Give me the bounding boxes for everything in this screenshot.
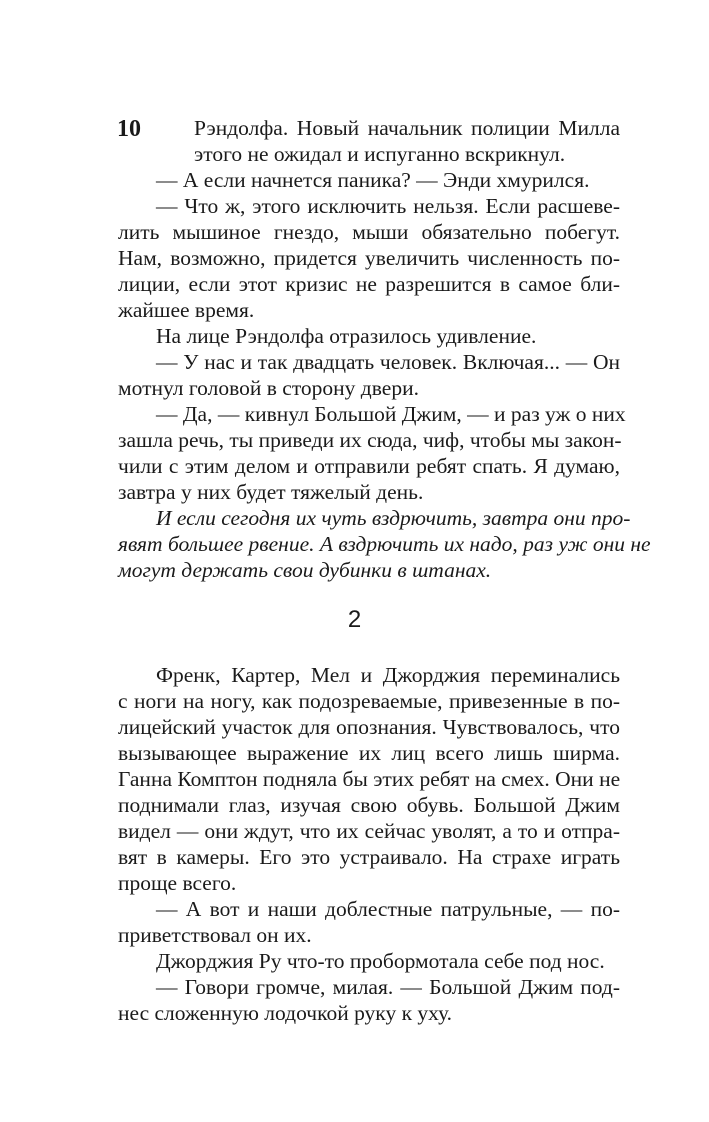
text-line: — У нас и так двадцать человек. Включая... — Он — [156, 350, 620, 374]
text-line: с ноги на ногу, как подозреваемые, привезенные в по- — [118, 689, 620, 713]
page-number: 10 — [117, 116, 141, 142]
text-line: мотнул головой в сторону двери. — [118, 376, 419, 400]
text-line: лиции, если этот кризис не разрешится в самое бли- — [118, 272, 620, 296]
text-line: Рэндолфа. Новый начальник полиции Милла — [194, 116, 620, 140]
text-line: нес сложенную лодочкой руку к уху. — [118, 1001, 453, 1025]
italic-text-line: явят большее рвение. А вздрючить их надо, раз уж они не — [118, 532, 651, 556]
text-line: На лице Рэндолфа отразилось удивление. — [156, 324, 537, 348]
italic-text-line: могут держать свои дубинки в штанах. — [118, 558, 492, 582]
text-line: Нам, возможно, придется увеличить численность по- — [118, 246, 620, 270]
italic-text-line: И если сегодня их чуть вздрючить, завтра они про- — [156, 506, 631, 530]
text-line: — А если начнется паника? — Энди хмурился. — [156, 168, 590, 192]
text-line: — А вот и наши доблестные патрульные, — по- — [156, 897, 620, 921]
text-line: чили с этим делом и отправили ребят спать. Я думаю, — [118, 454, 620, 478]
text-line: — Говори громче, милая. — Большой Джим под- — [156, 975, 620, 999]
chapter-number: 2 — [347, 606, 362, 633]
text-line: лить мышиное гнездо, мыши обязательно побегут. — [118, 220, 620, 244]
text-line: поднимали глаз, изучая свою обувь. Большой Джим — [118, 793, 620, 817]
text-line: Ганна Комптон подняла бы этих ребят на смех. Они не — [118, 767, 621, 791]
text-line: жайшее время. — [118, 298, 255, 322]
text-line: вят в камеры. Его это устраивало. На страхе играть — [118, 845, 620, 869]
text-line: лицейский участок для опознания. Чувствовалось, что — [118, 715, 620, 739]
text-line: — Да, — кивнул Большой Джим, — и раз уж о них — [156, 402, 626, 426]
text-line: Джорджия Ру что-то пробормотала себе под нос. — [156, 949, 605, 973]
text-line: этого не ожидал и испуганно вскрикнул. — [194, 142, 566, 166]
text-line: зашла речь, ты приведи их сюда, чиф, чтобы мы закон- — [118, 428, 622, 452]
text-line: Френк, Картер, Мел и Джорджия переминались — [156, 663, 620, 687]
text-line: вызывающее выражение их лиц всего лишь ширма. — [118, 741, 620, 765]
text-line: видел — они ждут, что их сейчас уволят, а то и отпра- — [118, 819, 620, 843]
text-line: проще всего. — [118, 871, 237, 895]
text-line: приветствовал он их. — [118, 923, 312, 947]
text-line: завтра у них будет тяжелый день. — [118, 480, 424, 504]
text-line: — Что ж, этого исключить нельзя. Если расшеве- — [156, 194, 620, 218]
